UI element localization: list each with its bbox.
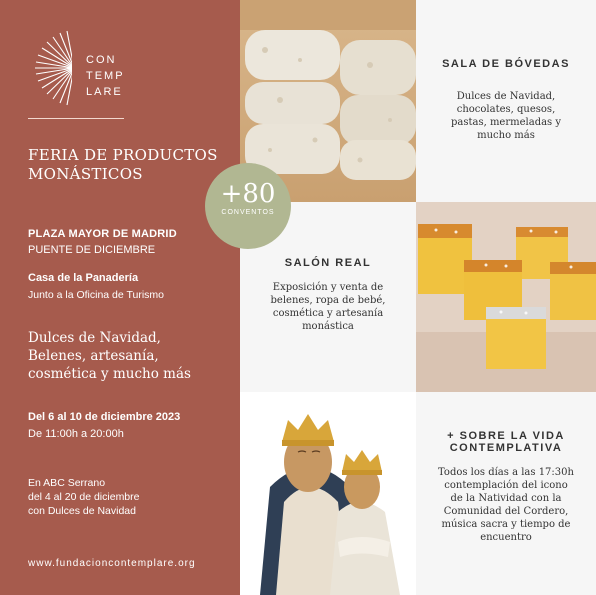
tagline: Dulces de Navidad, Belenes, artesanía, cosmética y mucho más bbox=[28, 330, 191, 382]
cake-squares-photo bbox=[416, 202, 596, 392]
salon-real-description: Exposición y venta de belenes, ropa de bebé, cosmética y artesanía monástica bbox=[270, 282, 386, 332]
abc-serrano-note: En ABC Serrano del 4 al 20 de diciembre con Dulces de Navidad bbox=[28, 477, 140, 517]
website-link[interactable]: www.fundacioncontemplare.org bbox=[28, 558, 196, 569]
event-hours: De 11:00h a 20:00h bbox=[28, 428, 124, 440]
conventos-count-badge bbox=[205, 163, 291, 249]
badge-label: CONVENTOS bbox=[221, 209, 275, 216]
divider bbox=[28, 118, 124, 119]
vida-contemplativa-title: + SOBRE LA VIDA CONTEMPLATIVA bbox=[447, 430, 565, 454]
vida-contemplativa-description: Todos los días a las 17:30h contemplación del icono de la Natividad con la Comunidad del Cordero, música sacra y tiempo de encuentro bbox=[438, 467, 574, 543]
location-subtitle: PUENTE DE DICIEMBRE bbox=[28, 244, 156, 256]
venue-note: Junto a la Oficina de Turismo bbox=[28, 289, 164, 301]
sala-bovedas-description: Dulces de Navidad, chocolates, quesos, pastas, mermeladas y mucho más bbox=[450, 91, 562, 141]
sala-bovedas-title: SALA DE BÓVEDAS bbox=[442, 58, 570, 70]
location-place: PLAZA MAYOR DE MADRID bbox=[28, 228, 177, 240]
left-info-panel bbox=[0, 0, 240, 595]
event-dates: Del 6 al 10 de diciembre 2023 bbox=[28, 411, 181, 423]
virgin-child-statue-photo bbox=[240, 392, 416, 595]
brand-wordmark: CON TEMP LARE bbox=[86, 54, 125, 98]
sala-bovedas-panel bbox=[416, 0, 596, 202]
salon-real-title: SALÓN REAL bbox=[284, 257, 372, 269]
venue-name: Casa de la Panadería bbox=[28, 272, 139, 284]
vida-contemplativa-panel bbox=[416, 392, 596, 595]
page-title: FERIA DE PRODUCTOS MONÁSTICOS bbox=[28, 146, 218, 183]
badge-number: +80 bbox=[220, 179, 276, 209]
